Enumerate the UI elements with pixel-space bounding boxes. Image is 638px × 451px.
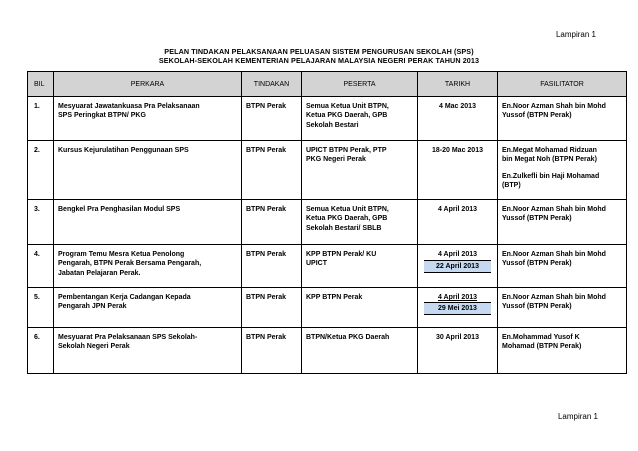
col-header-fasilitator: FASILITATOR: [498, 72, 627, 97]
cell-text: Pengarah, BTPN Perak Bersama Pengarah,: [58, 260, 202, 268]
cell-text: UPICT: [306, 260, 327, 268]
cell-text: Program Temu Mesra Ketua Penolong: [58, 251, 185, 258]
action-plan-table: [27, 71, 627, 374]
cell-text: En.Megat Mohamad Ridzuan: [502, 147, 597, 154]
cell-text: KPP BTPN Perak/ KU: [306, 251, 377, 258]
cell-text: Yussof (BTPN Perak): [502, 112, 572, 120]
cell-bil: 5.: [28, 288, 54, 328]
cell-bil: 4.: [28, 245, 54, 288]
cell-text: Pengarah JPN Perak: [58, 303, 127, 311]
cell-peserta: [302, 97, 418, 141]
cell-fasilitator: [498, 245, 627, 288]
cell-tarikh: [418, 200, 498, 245]
cell-bil: 1.: [28, 97, 54, 141]
cell-text: PKG Negeri Perak: [306, 156, 366, 164]
table-row: [28, 200, 627, 245]
table-row: [28, 97, 627, 141]
cell-tindakan: BTPN Perak: [242, 328, 302, 374]
cell-tarikh: [418, 141, 498, 200]
cell-text: Yussof (BTPN Perak): [502, 303, 572, 311]
lampiran-label-top: Lampiran 1: [555, 30, 596, 39]
lampiran-label-bottom: Lampiran 1: [557, 412, 598, 421]
cell-text: Mesyuarat Jawatankuasa Pra Pelaksanaan: [58, 103, 200, 110]
cell-fasilitator: [498, 328, 627, 374]
cell-text: Sekolah Bestari: [306, 121, 359, 129]
cell-text: En.Noor Azman Shah bin Mohd: [502, 206, 606, 213]
cell-peserta: [302, 288, 418, 328]
cell-bil: 2.: [28, 141, 54, 200]
cell-peserta: [302, 141, 418, 200]
date-text: 30 April 2013: [436, 334, 479, 341]
cell-text: Sekolah Negeri Perak: [58, 343, 130, 351]
cell-text: Semua Ketua Unit BTPN,: [306, 103, 389, 110]
cell-text: Bengkel Pra Penghasilan Modul SPS: [58, 206, 181, 213]
col-header-peserta: PESERTA: [302, 72, 418, 97]
date-text: 18-20 Mac 2013: [432, 147, 483, 154]
cell-fasilitator: [498, 97, 627, 141]
cell-peserta: [302, 200, 418, 245]
cell-peserta: [302, 245, 418, 288]
cell-text: Yussof (BTPN Perak): [502, 260, 572, 268]
revised-date-highlight: 29 Mei 2013: [424, 302, 491, 315]
cell-bil: 6.: [28, 328, 54, 374]
cell-text: En.Noor Azman Shah bin Mohd: [502, 251, 606, 258]
cell-text: Mohamad (BTPN Perak): [502, 343, 582, 351]
cell-tindakan: BTPN Perak: [242, 245, 302, 288]
col-header-perkara: PERKARA: [54, 72, 242, 97]
cell-text: (BTP): [502, 182, 521, 190]
cell-text: UPICT BTPN Perak, PTP: [306, 147, 387, 154]
cell-text: Semua Ketua Unit BTPN,: [306, 206, 389, 213]
cell-text: Mesyuarat Pra Pelaksanaan SPS Sekolah-: [58, 334, 198, 341]
table-header-row: [28, 72, 627, 97]
date-text: 4 April 2013: [437, 206, 478, 213]
document-title-line2: SEKOLAH-SEKOLAH KEMENTERIAN PELAJARAN MALAYSIA NEGERI PERAK TAHUN 2013: [158, 56, 480, 65]
date-text: 4 April 2013: [437, 294, 478, 301]
cell-bil: 3.: [28, 200, 54, 245]
date-text: 4 Mac 2013: [439, 103, 476, 110]
cell-fasilitator: [498, 141, 627, 200]
cell-perkara: [54, 200, 242, 245]
col-header-tindakan: TINDAKAN: [242, 72, 302, 97]
cell-tarikh: [418, 245, 498, 288]
cell-tindakan: BTPN Perak: [242, 141, 302, 200]
cell-text: Jabatan Pelajaran Perak.: [58, 269, 141, 277]
col-header-tarikh: TARIKH: [418, 72, 498, 97]
cell-text: Sekolah Bestari/ SBLB: [306, 224, 382, 232]
table-row: [28, 288, 627, 328]
cell-perkara: [54, 328, 242, 374]
cell-tarikh: [418, 328, 498, 374]
cell-text: KPP BTPN Perak: [306, 294, 363, 301]
cell-fasilitator: [498, 200, 627, 245]
date-text: 4 April 2013: [437, 251, 478, 258]
cell-peserta: [302, 328, 418, 374]
table-row: [28, 328, 627, 374]
col-header-bil: BIL: [28, 72, 54, 97]
cell-text: Pembentangan Kerja Cadangan Kepada: [58, 294, 191, 301]
cell-tarikh: [418, 97, 498, 141]
cell-text: Ketua PKG Daerah, GPB: [306, 112, 388, 120]
cell-text: Kursus Kejurulatihan Penggunaan SPS: [58, 147, 189, 154]
cell-tarikh: [418, 288, 498, 328]
document-title-line1: PELAN TINDAKAN PELAKSANAAN PELUASAN SISTEM PENGURUSAN SEKOLAH (SPS): [164, 47, 474, 56]
cell-text: bin Megat Noh (BTPN Perak): [502, 156, 597, 164]
cell-text: En.Mohammad Yusof K: [502, 334, 580, 341]
cell-fasilitator: [498, 288, 627, 328]
cell-perkara: [54, 141, 242, 200]
cell-text: SPS Peringkat BTPN/ PKG: [58, 112, 146, 120]
cell-text: En.Noor Azman Shah bin Mohd: [502, 103, 606, 110]
cell-perkara: [54, 97, 242, 141]
table-row: [28, 141, 627, 200]
cell-perkara: [54, 245, 242, 288]
cell-text: Yussof (BTPN Perak): [502, 215, 572, 223]
cell-tindakan: BTPN Perak: [242, 97, 302, 141]
cell-text: Ketua PKG Daerah, GPB: [306, 215, 388, 223]
table-row: [28, 245, 627, 288]
cell-perkara: [54, 288, 242, 328]
revised-date-highlight: 22 April 2013: [424, 260, 491, 273]
cell-text: En.Noor Azman Shah bin Mohd: [502, 294, 606, 301]
cell-tindakan: BTPN Perak: [242, 288, 302, 328]
cell-text: BTPN/Ketua PKG Daerah: [306, 334, 390, 341]
cell-text: En.Zulkefli bin Haji Mohamad: [502, 172, 600, 180]
cell-tindakan: BTPN Perak: [242, 200, 302, 245]
